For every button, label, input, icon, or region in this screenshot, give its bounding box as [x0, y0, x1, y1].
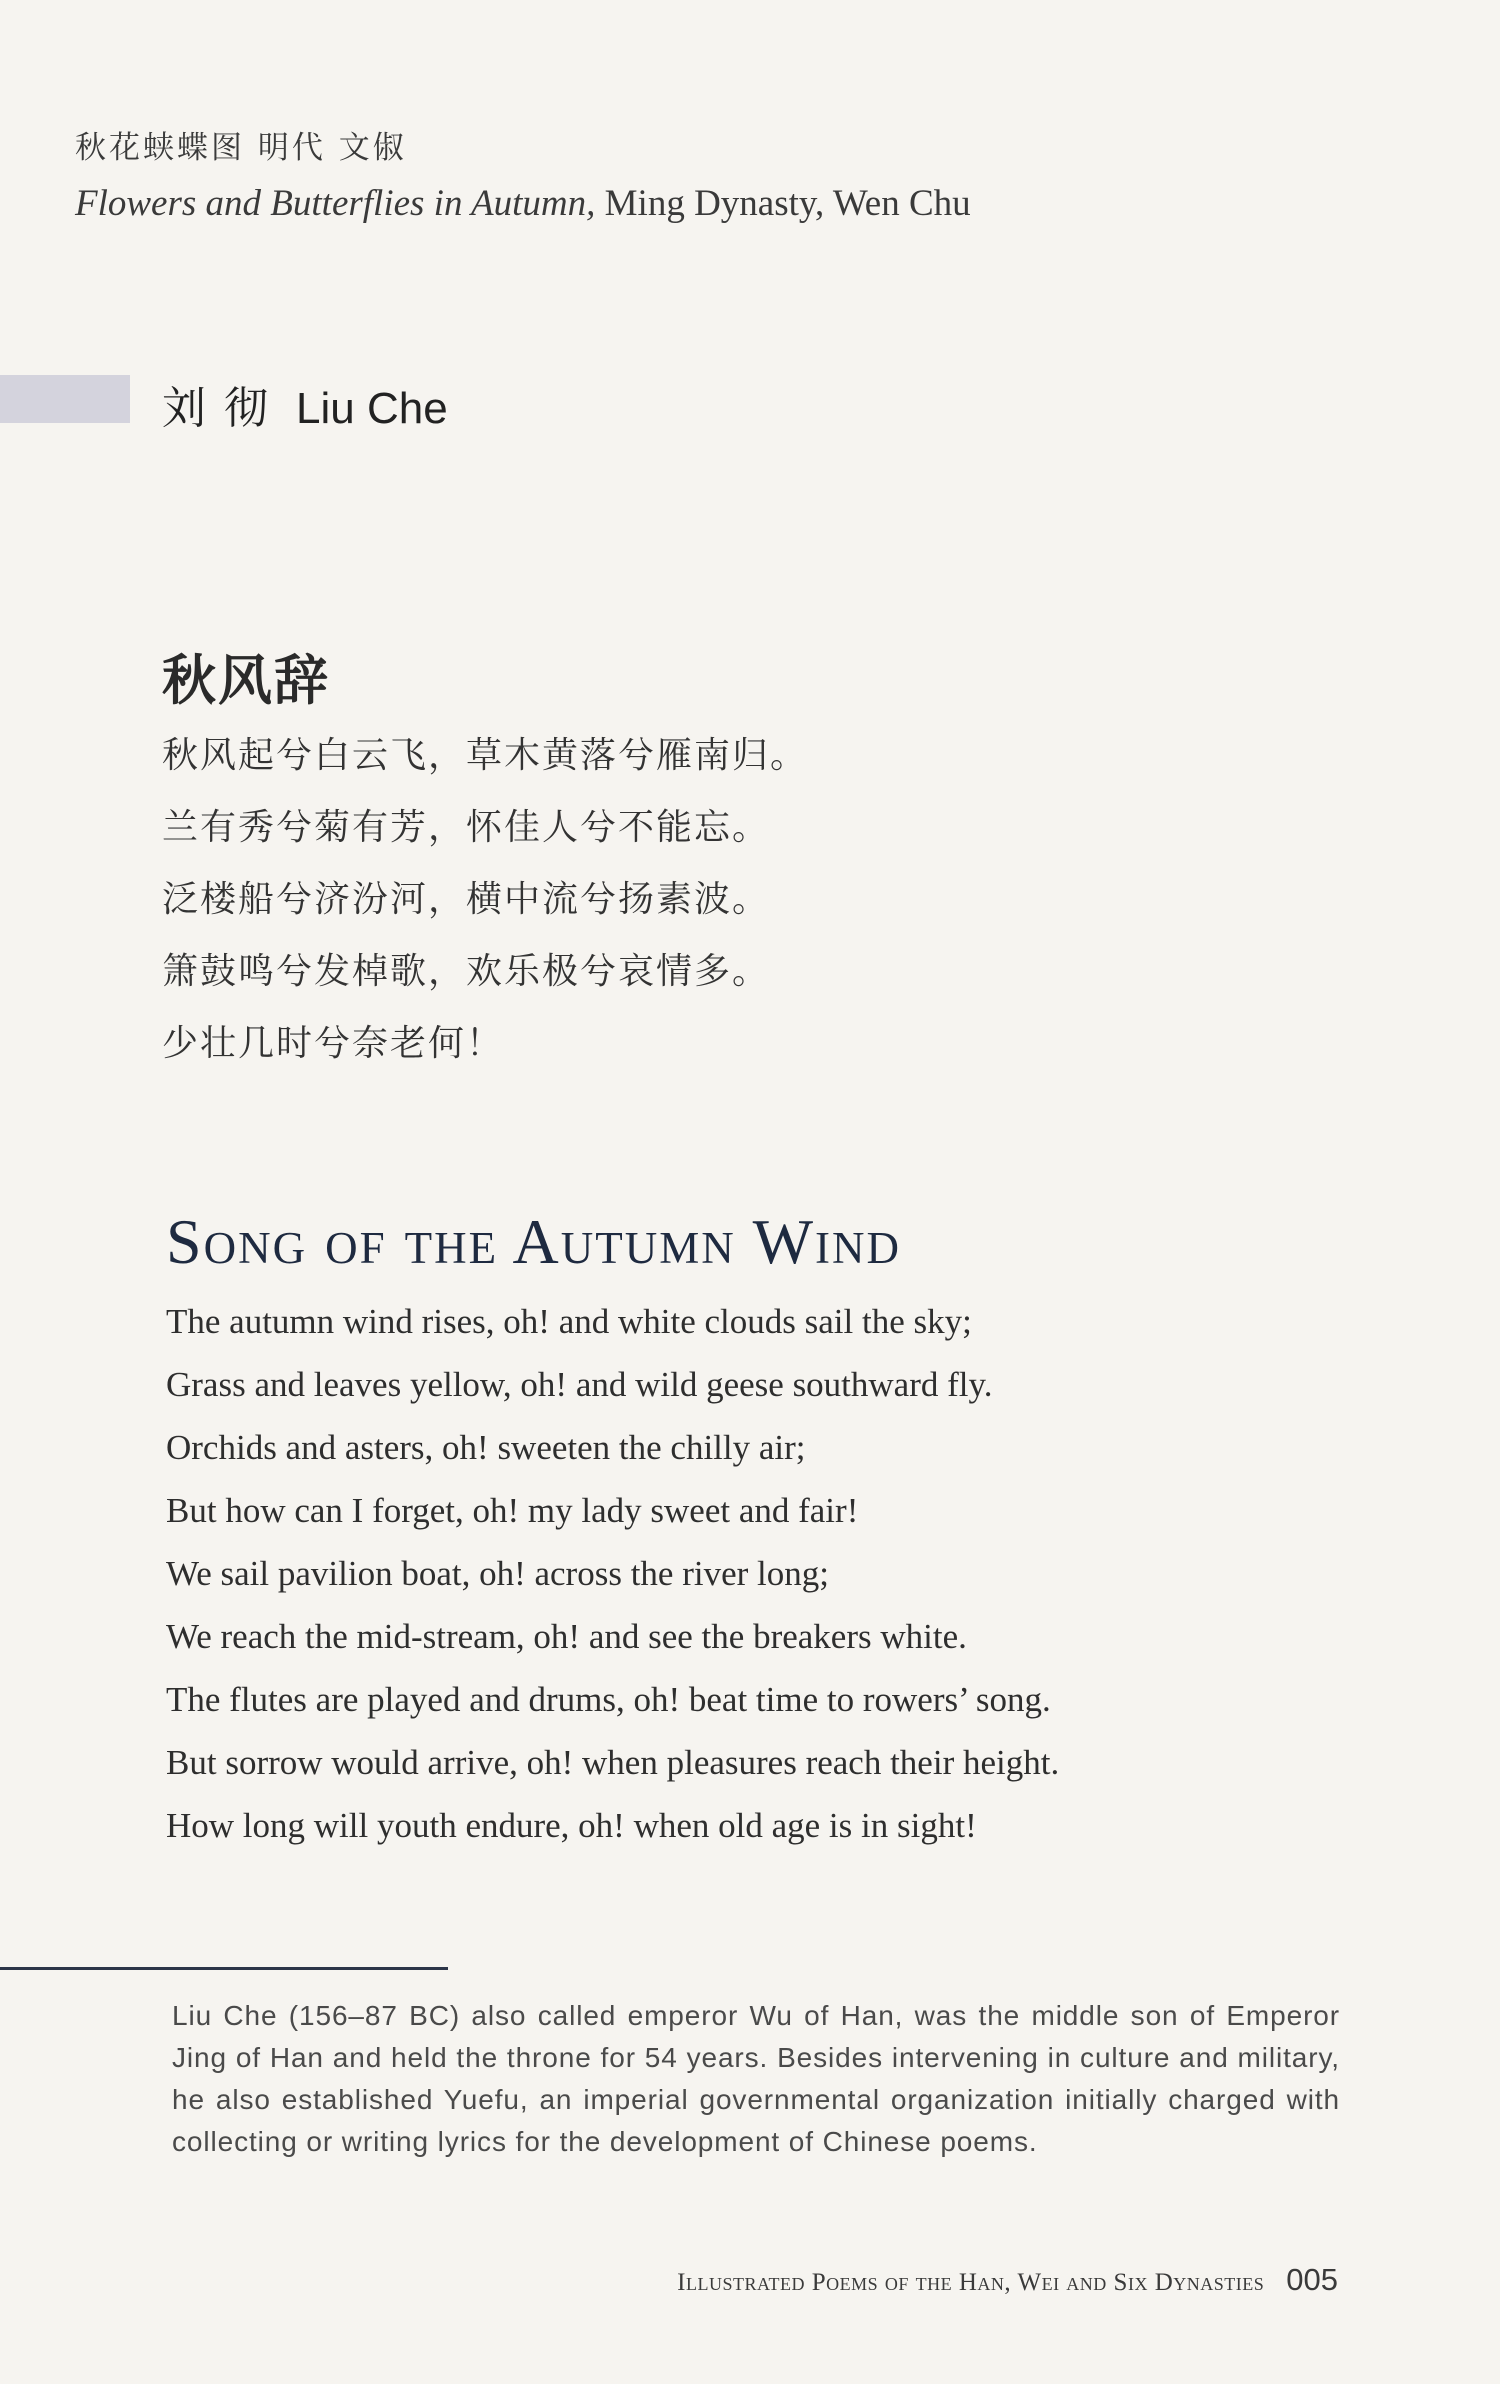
- author-marker-bar: [0, 375, 130, 423]
- author-footnote: Liu Che (156–87 BC) also called emperor Wu of Han, was the middle son of Emperor Jing of Han and held the throne for 54 years. Besides intervening in culture and military, he also established Yuefu, an imperial governmental organization initially charged with collecting or writing lyrics for the development of Chinese poems.: [172, 2000, 1340, 2157]
- author-name-chinese: 刘彻: [162, 383, 286, 434]
- footnote-divider: [0, 1967, 448, 1970]
- chinese-poem-line: 泛楼船兮济汾河，横中流兮扬素波。: [162, 879, 771, 920]
- english-poem-line: Orchids and asters, oh! sweeten the chilly air;: [166, 1428, 806, 1467]
- chinese-poem-line: 少壮几时兮奈老何！: [162, 1023, 505, 1064]
- author-heading: [162, 372, 448, 436]
- english-poem-line: We reach the mid-stream, oh! and see the breakers white.: [166, 1617, 967, 1656]
- english-poem-line: The autumn wind rises, oh! and white clouds sail the sky;: [166, 1302, 972, 1341]
- page-footer: [677, 2262, 1338, 2298]
- english-poem-line: But how can I forget, oh! my lady sweet and fair!: [166, 1491, 859, 1530]
- english-poem-line: Grass and leaves yellow, oh! and wild geese southward fly.: [166, 1365, 993, 1404]
- english-poem-line: We sail pavilion boat, oh! across the river long;: [166, 1554, 829, 1593]
- english-poem-line: The flutes are played and drums, oh! beat time to rowers’ song.: [166, 1680, 1051, 1719]
- chinese-poem-title: 秋风辞: [162, 648, 330, 712]
- english-poem-lines: [166, 1290, 1059, 1857]
- english-poem-line: But sorrow would arrive, oh! when pleasures reach their height.: [166, 1743, 1060, 1782]
- chinese-poem-lines: [162, 720, 808, 1080]
- caption-english: [75, 182, 971, 225]
- caption-english-title: Flowers and Butterflies in Autumn,: [75, 183, 596, 224]
- english-poem-line: How long will youth endure, oh! when old age is in sight!: [166, 1806, 977, 1845]
- caption-english-details: Ming Dynasty, Wen Chu: [595, 183, 971, 224]
- chinese-poem-line: 箫鼓鸣兮发棹歌，欢乐极兮哀情多。: [162, 951, 771, 992]
- chinese-poem-line: 秋风起兮白云飞，草木黄落兮雁南归。: [162, 735, 809, 776]
- caption-chinese: 秋花蛱蝶图 明代 文俶: [75, 130, 407, 166]
- author-name-english: Liu Che: [296, 384, 448, 433]
- chinese-poem-line: 兰有秀兮菊有芳，怀佳人兮不能忘。: [162, 807, 771, 848]
- running-title: Illustrated Poems of the Han, Wei and Six Dynasties: [677, 2269, 1265, 2296]
- page-number: 005: [1286, 2262, 1338, 2297]
- english-poem-title: Song of the Autumn Wind: [166, 1206, 901, 1277]
